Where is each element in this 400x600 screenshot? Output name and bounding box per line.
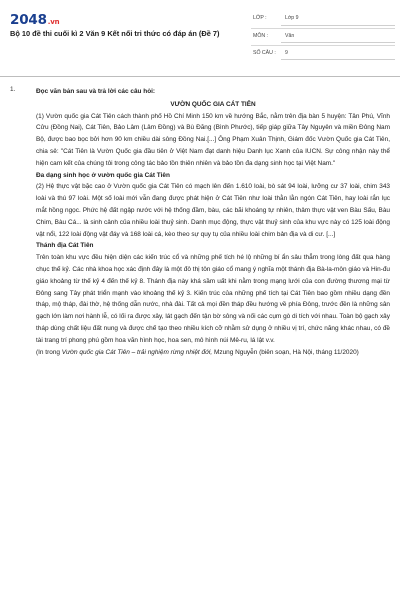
meta-value: Văn xyxy=(281,29,395,43)
logo-suffix: .vn xyxy=(47,18,60,26)
question-number: 1. xyxy=(10,86,16,93)
meta-table xyxy=(251,11,395,62)
site-logo[interactable] xyxy=(10,12,59,28)
passage-source xyxy=(36,347,390,359)
meta-row-class xyxy=(251,11,395,28)
document-title: Bộ 10 đề thi cuối kì 2 Văn 9 Kết nối tri thức có đáp án (Đề 7) xyxy=(10,29,220,38)
meta-label: MÔN : xyxy=(253,33,268,39)
header-divider xyxy=(0,76,400,77)
meta-label: SỐ CÂU : xyxy=(253,50,276,56)
passage-subheading-2: Thánh địa Cát Tiên xyxy=(36,242,94,250)
passage-paragraph-2: (2) Hệ thực vật bặc cao ở Vườn quốc gia Cát Tiên có mạch lên đến 1.610 loài, bò sát 94 loài, lưỡng cư 37 loài, chim 343 loài và thú 97 loài. Một số loài mới vẫn đang được phát hiện ở Cát Tiên như loài thằn lằn ngón Cát Tiên, hay loài rắn lục mắt hồng ngọc. Phức hệ đất ngập nước với hệ thống đầm, bàu, các bãi khoáng tự nhiên, thảm thực vật ven Bàu Sấu, Bàu Chim, Bàu Cá... là sinh cảnh của nhiều loài thuỷ sinh. Danh mục động, thực vật thuỷ sinh của khu vực này có 125 loài động vật nổi, 122 loài động vật đáy và 168 loài cá, kèo theo sự quy tụ của nhiều loài chim bản địa và di cư. [...] xyxy=(36,183,390,238)
passage-heading: VƯỜN QUỐC GIA CÁT TIÊN xyxy=(170,100,256,108)
passage-subheading-1: Đa dạng sinh học ở vườn quốc gia Cát Tiên xyxy=(36,171,170,179)
meta-row-subject xyxy=(251,28,395,45)
question-prompt: Đọc văn bản sau và trả lời các câu hỏi: xyxy=(36,88,156,95)
meta-value: Lớp 9 xyxy=(281,11,395,26)
meta-label: LỚP : xyxy=(253,15,267,21)
passage-paragraph-1: (1) Vườn quốc gia Cát Tiên cách thành phố Hồ Chí Minh 150 km về hướng Bắc, nằm trên địa bàn 5 huyện: Tân Phú, Vĩnh Cửu (Đồng Nai), Cát Tiên, Bảo Lâm (Lâm Đồng) và Bù Đăng (Bình Phước), tiếp giáp giữa Tây Nguyên và miền Đông Nam Bộ, được bao bọc bởi hơn 90 km chiều dài sông Đồng Nai.[...] Ông Phạm Xuân Thịnh, Giám đốc Vườn Quốc gia Cát Tiên, chia sẻ: "Cát Tiên là Vườn Quốc gia đầu tiên ở Việt Nam đạt danh hiệu Danh lục Xanh của IUCN. Sự công nhận này thể hiện cam kết của chúng tôi trong công tác bảo tồn thiên nhiên và bảo tồn đa dạng sinh học tại Việt Nam." xyxy=(36,112,390,167)
source-suffix: Mzung Nguyễn (biên soạn, Hà Nội, tháng 11/2020) xyxy=(212,348,359,356)
source-prefix: (In trong xyxy=(36,348,62,356)
logo-text: 2048 xyxy=(10,12,47,28)
meta-value: 9 xyxy=(281,46,395,60)
passage-paragraph-3: Trên toàn khu vực đều hiện diện các kiến trúc cổ và những phế tích hé lộ những bí ẩn sâu thẳm trong lòng đất qua hàng chục thế kỷ. Các nhà khoa học xác định đây là một đô thị tôn giáo cổ mang ý nghĩa một thánh địa Bà-la-môn giáo và Hin-đu giáo khoảng từ thế kỷ 4 đến thế kỷ 8. Thánh địa này khá sầm uất khi nằm trong mạng lưới của con đường thương mại từ Đông sang Tây phát triển mạnh vào khoảng thế kỷ 3. Kiến trúc của những phế tích tại Cát Tiên bao gồm nhiều dạng đền tháp, mộ tháp, đài thờ, hệ thống dẫn nước, nhà đài. Tất cả mọi đền tháp đều hướng về phía Đông, trước đền là những sân gạch lớn làm nơi hành lễ, có lối ra được xây, lát gạch đến tận bờ sông và nối các cụm gò di tích với nhau. Toàn bộ gạch xây tháp dùng chất liệu đất nung và được chế tạo theo nhiều kích cỡ nhằm sử dụng ở nhiều vị trí, chức năng khác nhau, có đề tài trang trí phong phú gồm hoa văn hình học, hoa sen, mô hình núi Mê-ru, lá lật v.v. xyxy=(36,254,390,344)
question-body xyxy=(36,86,390,358)
source-title: Vườn quốc gia Cát Tiên – trải nghiệm rừng nhiệt đới, xyxy=(61,348,213,356)
meta-row-question-count xyxy=(251,45,395,62)
